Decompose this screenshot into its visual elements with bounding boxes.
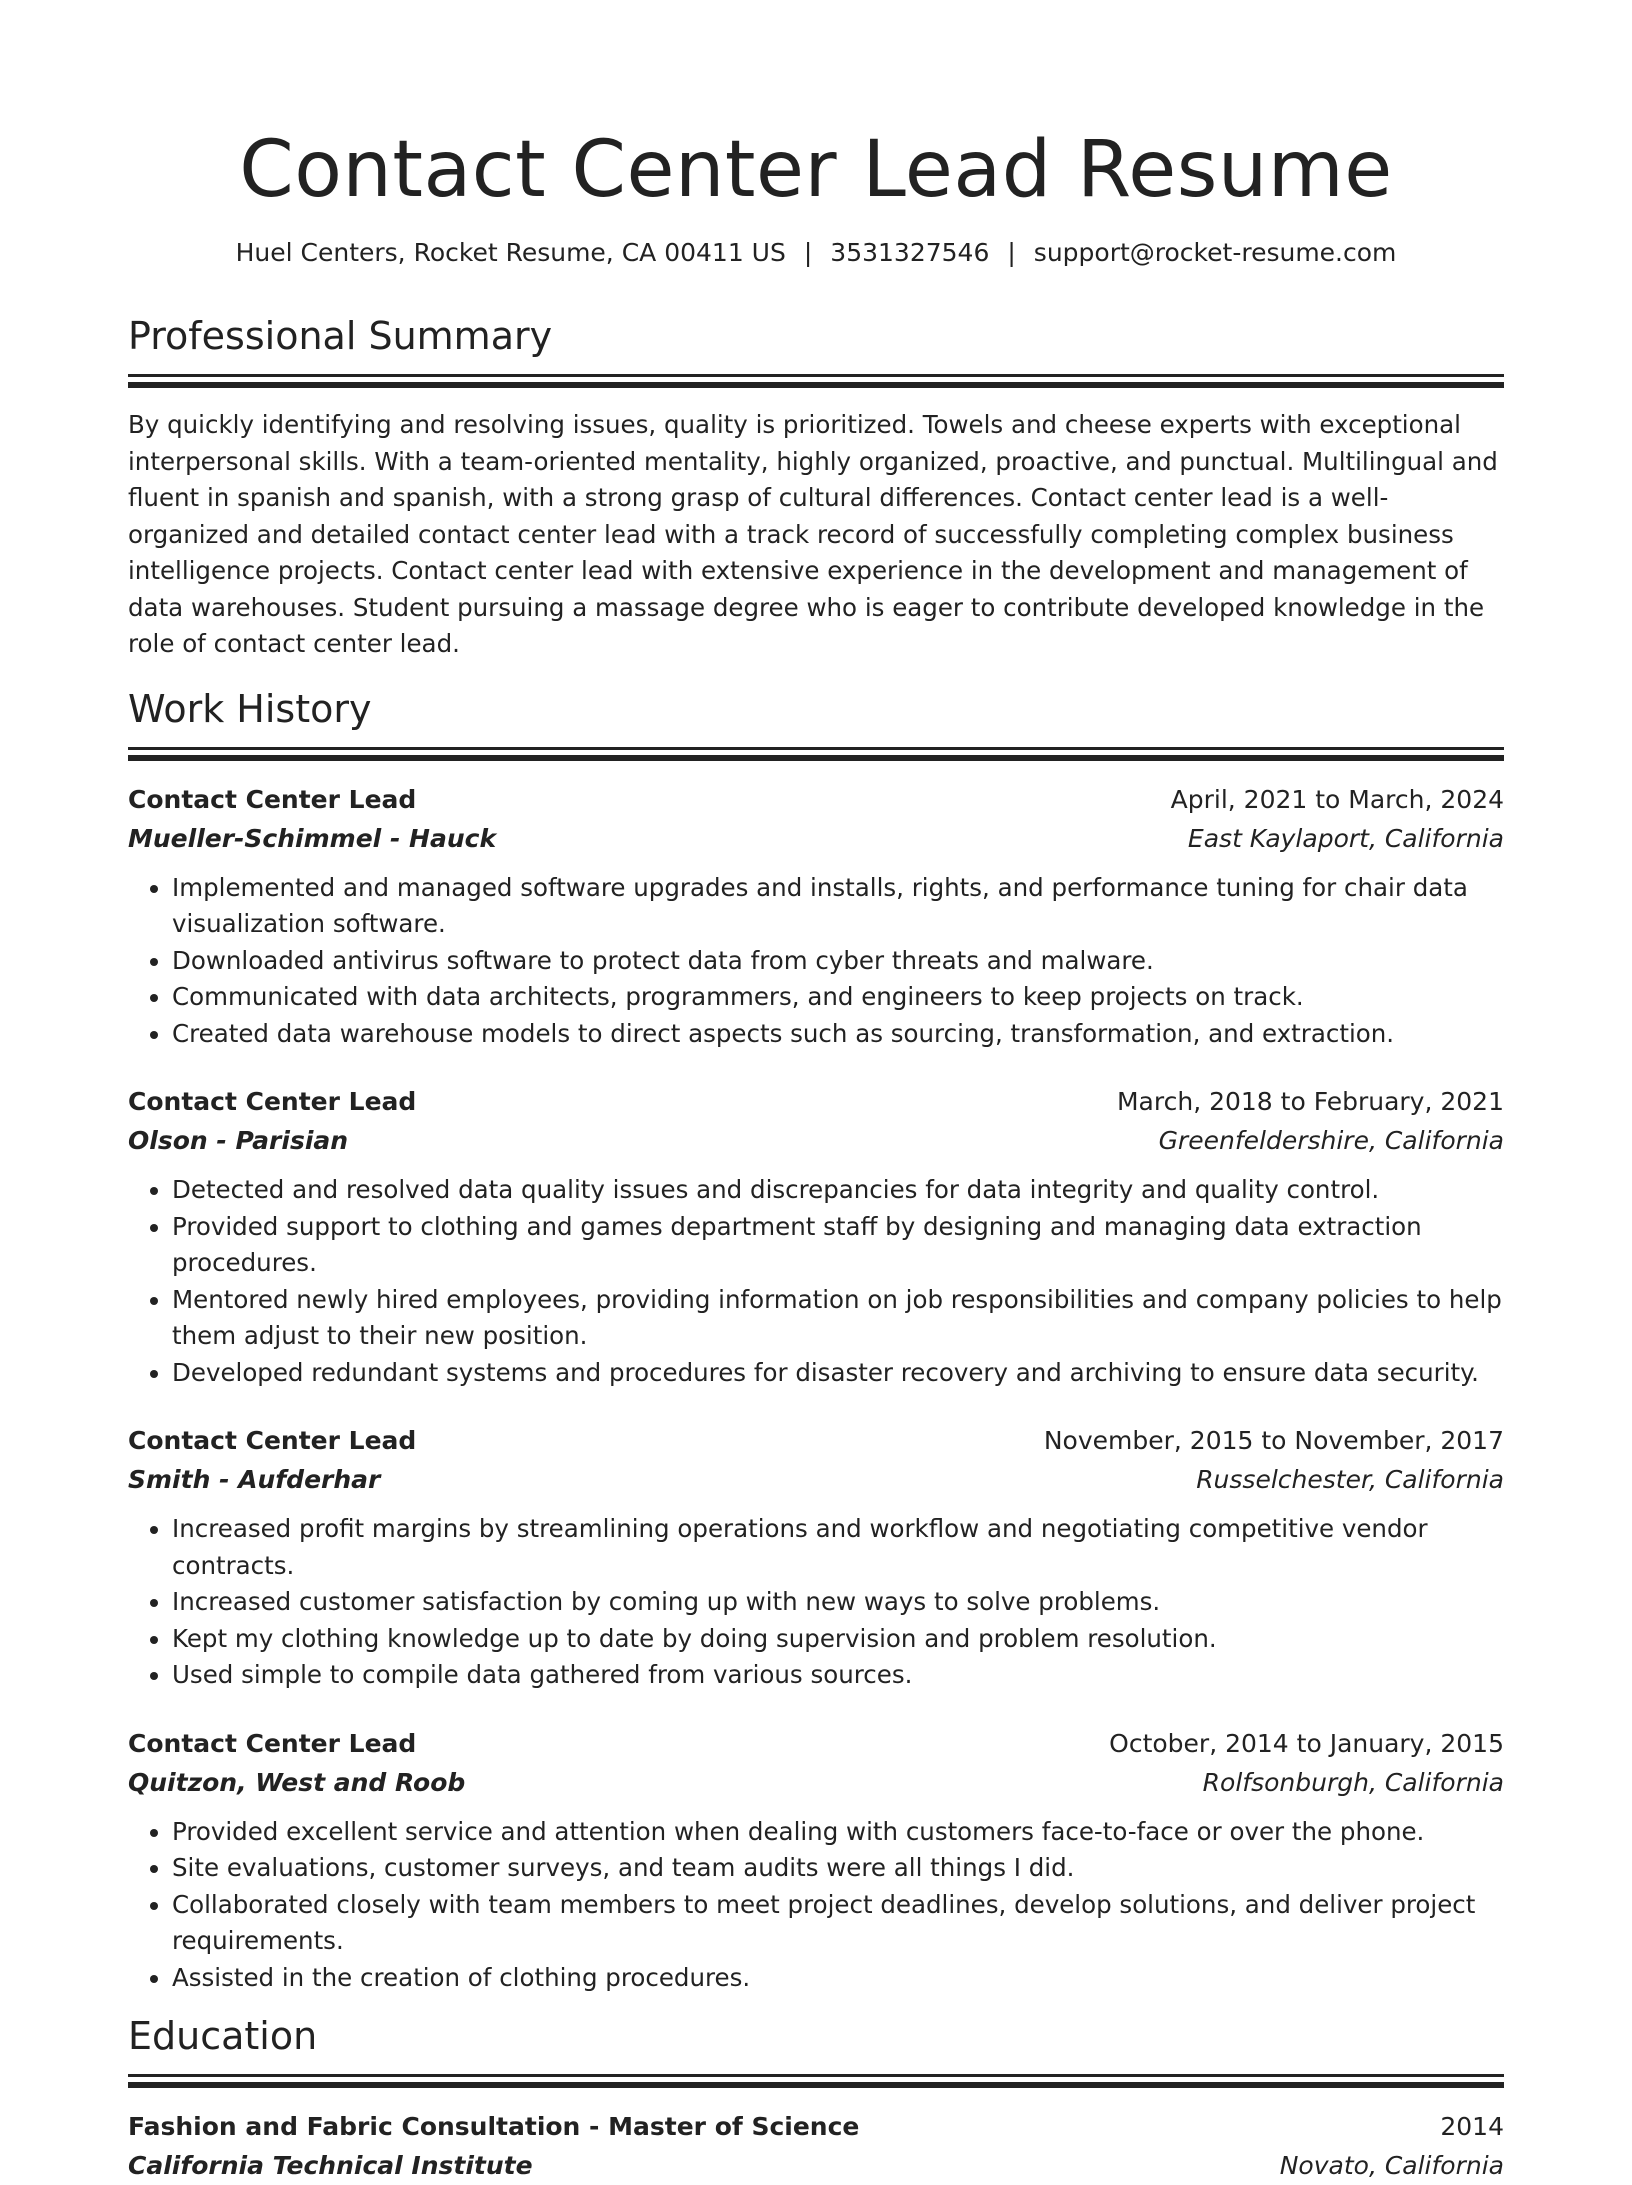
contact-phone: 3531327546 xyxy=(830,238,990,267)
contact-email: support@rocket-resume.com xyxy=(1033,238,1397,267)
job-company-row xyxy=(128,1121,1504,1160)
job-bullet: • Provided support to clothing and games department staff by designing and managing data extraction procedures. xyxy=(172,1209,1504,1282)
job-bullet: • Assisted in the creation of clothing procedures. xyxy=(172,1960,1504,1997)
job-header-row xyxy=(128,1724,1504,1763)
education-year: 2014 xyxy=(1440,2112,1504,2141)
job-title: Contact Center Lead xyxy=(128,1087,417,1116)
job-title: Contact Center Lead xyxy=(128,784,417,814)
job-bullet-list xyxy=(128,1511,1504,1694)
job-bullet: • Collaborated closely with team members to meet project deadlines, develop solutions, and deliver project requirements. xyxy=(172,1887,1504,1960)
job-title: Contact Center Lead xyxy=(128,1426,417,1455)
job-bullet-list xyxy=(128,870,1504,1053)
job-company: Smith - Aufderhar xyxy=(128,1465,381,1494)
summary-paragraph: By quickly identifying and resolving issues, quality is prioritized. Towels and cheese experts with exceptional interpersonal skills. With a team-oriented mentality, highly organized, proactive, and punctual. Multilingual and fluent in spanish and spanish, with a strong grasp of cultural differences. Contact center lead is a well-organized and detailed contact center lead with a track record of successfully completing complex business intelligence projects. Contact center lead with extensive experience in the development and management of data warehouses. Student pursuing a massage degree who is eager to contribute developed knowledge in the role of contact center lead. xyxy=(128,410,1498,658)
job-company: Olson - Parisian xyxy=(128,1126,349,1155)
job-bullet: • Provided excellent service and attention when dealing with customers face-to-face or over the phone. xyxy=(172,1814,1504,1851)
education-degree: Fashion and Fabric Consultation - Master of Science xyxy=(128,2112,860,2141)
education-entry xyxy=(128,2107,1504,2185)
education-school: California Technical Institute xyxy=(128,2151,533,2180)
job-bullet: • Implemented and managed software upgrades and installs, rights, and performance tuning for chair data visualization software. xyxy=(172,870,1504,943)
job-entry xyxy=(128,1724,1504,1997)
job-bullet: • Site evaluations, customer surveys, and team audits were all things I did. xyxy=(172,1850,1504,1887)
work-history-list xyxy=(128,780,1504,1997)
job-company-row xyxy=(128,819,1504,858)
resume-title: Contact Center Lead Resume xyxy=(239,125,1393,215)
job-entry xyxy=(128,1082,1504,1391)
job-bullet: • Developed redundant systems and procedures for disaster recovery and archiving to ensure data security. xyxy=(172,1355,1504,1392)
job-location: East Kaylaport, California xyxy=(1187,823,1504,853)
job-dates: October, 2014 to January, 2015 xyxy=(1109,1728,1504,1758)
job-title: Contact Center Lead xyxy=(128,1728,417,1758)
job-header-row xyxy=(128,780,1504,819)
education-school-row xyxy=(128,2146,1504,2185)
contact-address: Huel Centers, Rocket Resume, CA 00411 US xyxy=(235,238,786,267)
job-bullet: • Increased customer satisfaction by coming up with new ways to solve problems. xyxy=(172,1584,1504,1621)
job-bullet: • Downloaded antivirus software to protect data from cyber threats and malware. xyxy=(172,943,1504,980)
job-bullet-list xyxy=(128,1172,1504,1391)
section-divider xyxy=(128,747,1504,750)
job-company-row xyxy=(128,1763,1504,1802)
job-location: Rolfsonburgh, California xyxy=(1202,1767,1504,1797)
job-bullet: • Increased profit margins by streamlining operations and workflow and negotiating competitive vendor contracts. xyxy=(172,1511,1504,1584)
section-divider xyxy=(128,374,1504,377)
education-header-row xyxy=(128,2107,1504,2146)
job-company: Quitzon, West and Roob xyxy=(128,1767,466,1797)
job-header-row xyxy=(128,1082,1504,1121)
job-dates: April, 2021 to March, 2024 xyxy=(1170,784,1504,814)
job-dates: November, 2015 to November, 2017 xyxy=(1043,1426,1504,1455)
section-heading-education: Education xyxy=(128,2014,318,2058)
job-bullet: • Communicated with data architects, programmers, and engineers to keep projects on track. xyxy=(172,979,1504,1016)
job-bullet: • Kept my clothing knowledge up to date by doing supervision and problem resolution. xyxy=(172,1621,1504,1658)
job-company: Mueller-Schimmel - Hauck xyxy=(128,823,497,853)
job-company-row xyxy=(128,1460,1504,1499)
job-bullet: • Mentored newly hired employees, providing information on job responsibilities and company policies to help them adjust to their new position. xyxy=(172,1282,1504,1355)
job-bullet-list xyxy=(128,1814,1504,1997)
education-location: Novato, California xyxy=(1279,2151,1504,2180)
job-location: Greenfeldershire, California xyxy=(1158,1126,1504,1155)
job-dates: March, 2018 to February, 2021 xyxy=(1116,1087,1504,1116)
contact-line xyxy=(128,236,1504,270)
section-heading-summary: Professional Summary xyxy=(128,314,553,358)
education-list xyxy=(128,2107,1504,2185)
job-bullet: • Created data warehouse models to direct aspects such as sourcing, transformation, and extraction. xyxy=(172,1016,1504,1053)
job-entry xyxy=(128,1421,1504,1694)
contact-separator: | xyxy=(1007,238,1016,267)
job-bullet: • Used simple to compile data gathered from various sources. xyxy=(172,1657,1504,1694)
job-entry xyxy=(128,780,1504,1053)
job-location: Russelchester, California xyxy=(1196,1465,1504,1494)
section-divider xyxy=(128,2074,1504,2077)
section-heading-work-history: Work History xyxy=(128,686,372,731)
job-bullet: • Detected and resolved data quality issues and discrepancies for data integrity and quality control. xyxy=(172,1172,1504,1209)
contact-separator: | xyxy=(803,238,813,267)
job-header-row xyxy=(128,1421,1504,1460)
